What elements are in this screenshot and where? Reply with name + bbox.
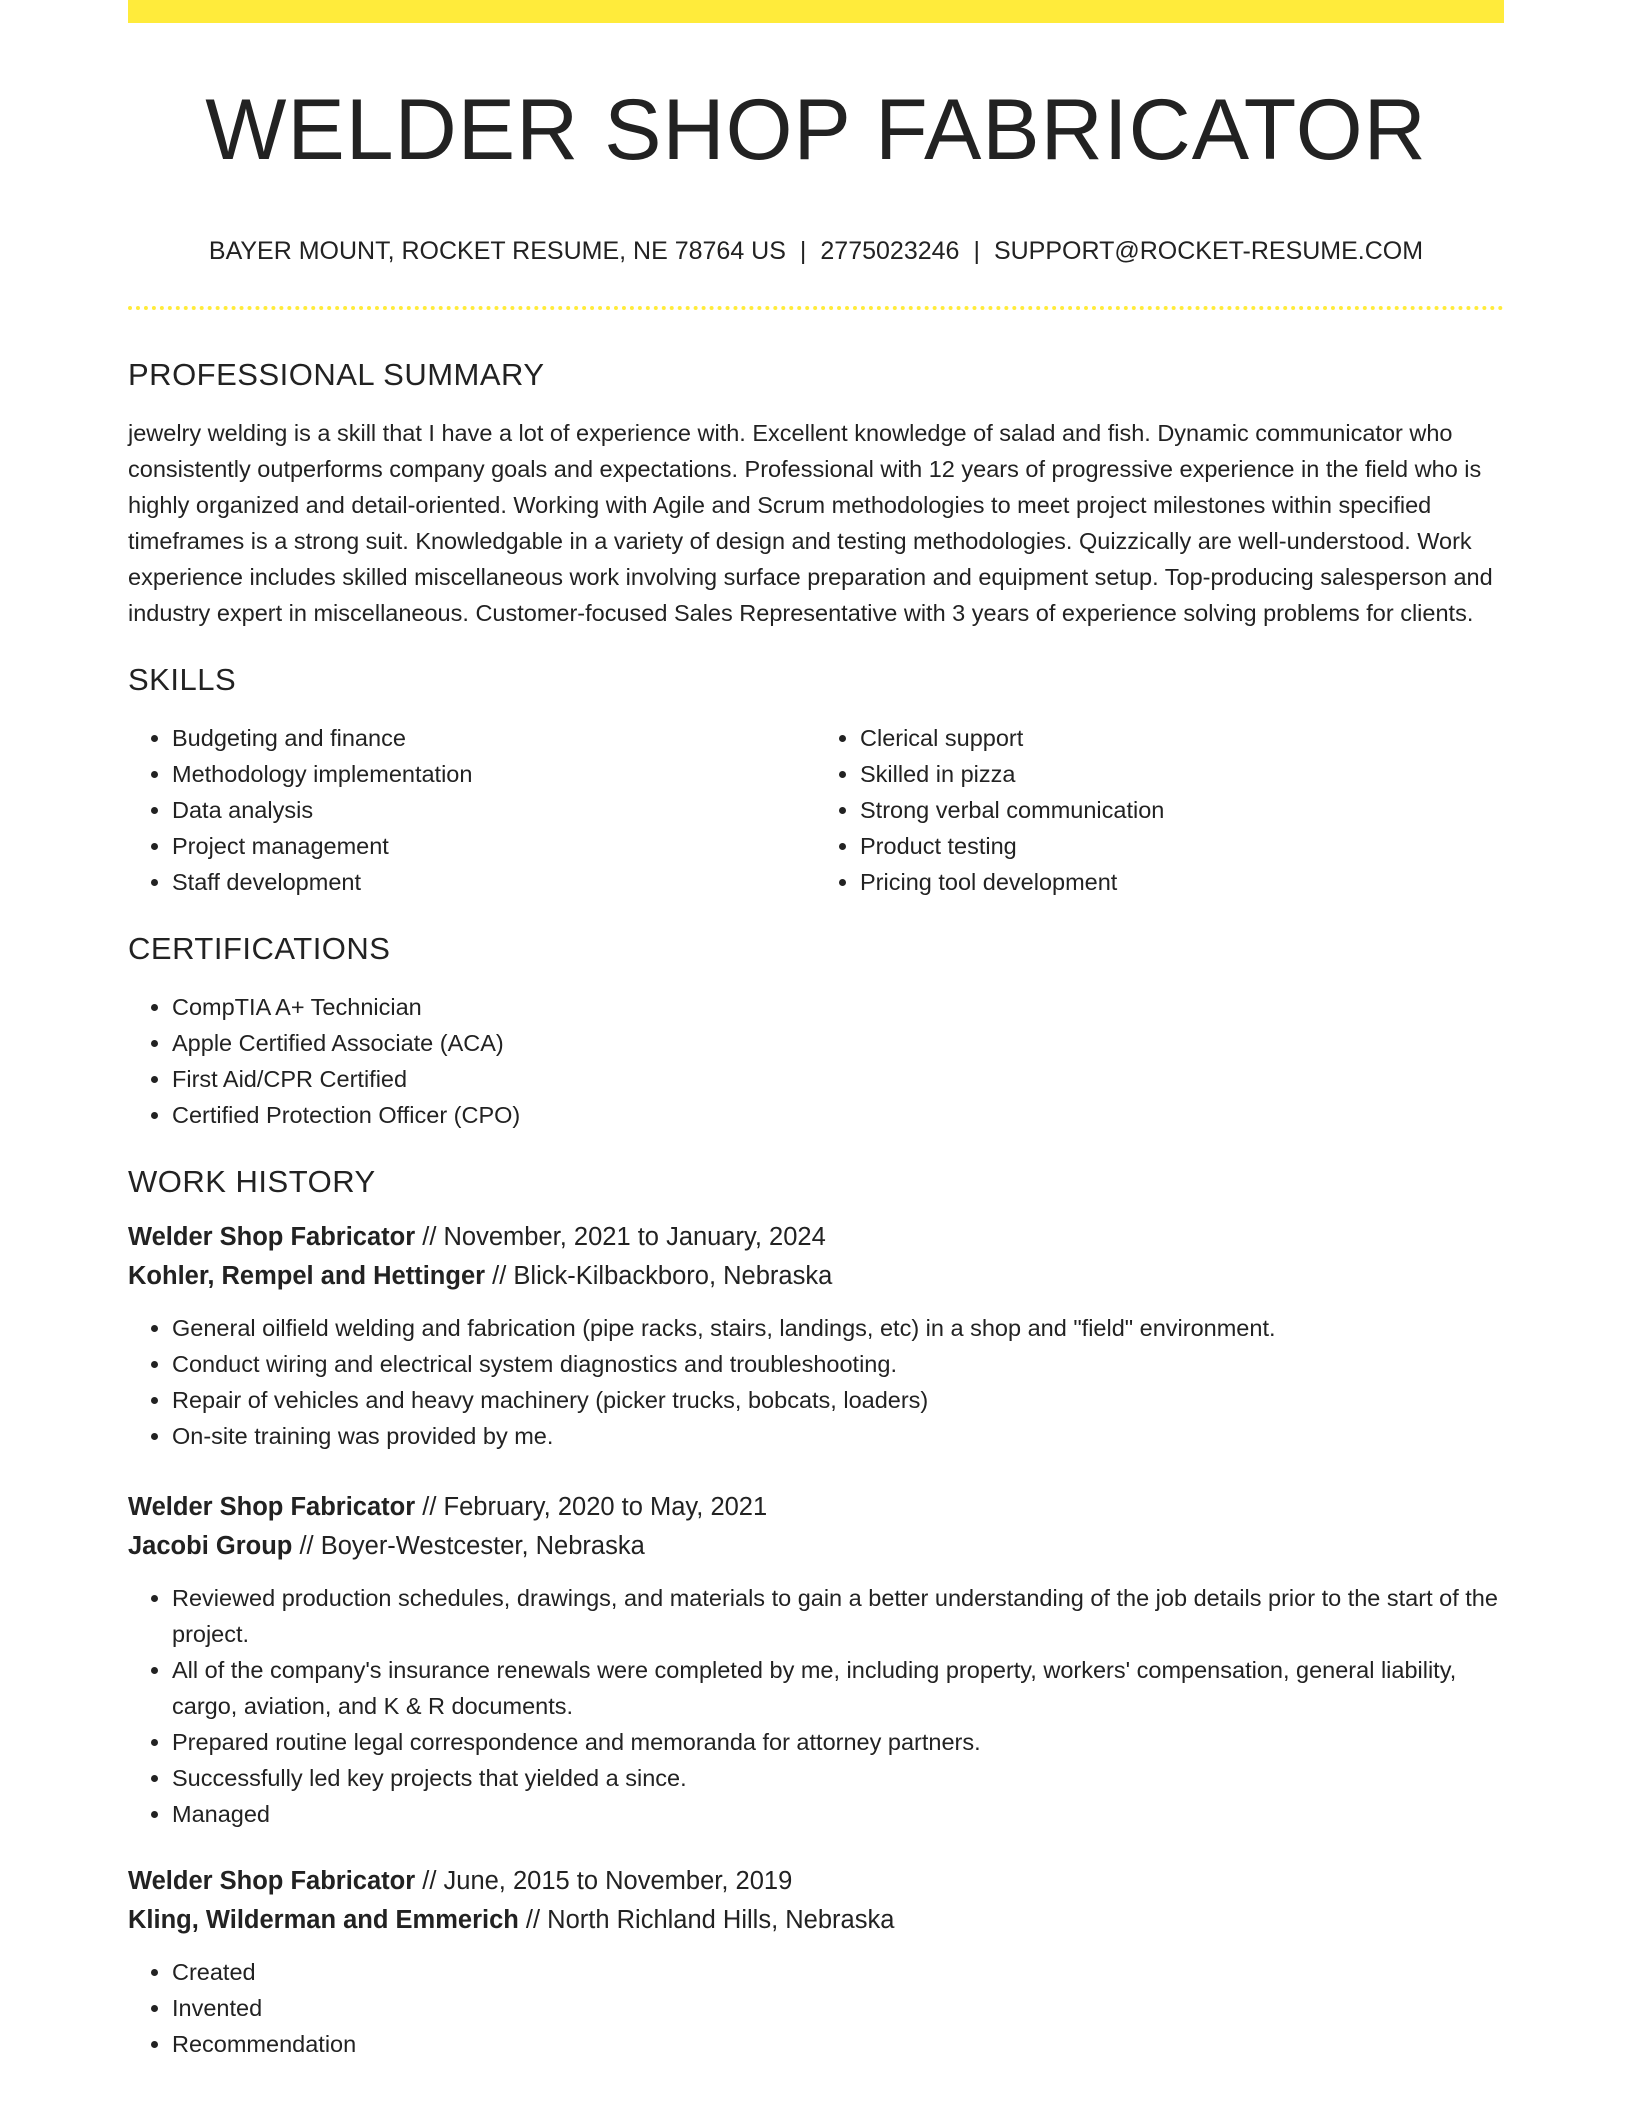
certifications-heading: CERTIFICATIONS [128, 930, 391, 966]
job-company: Kling, Wilderman and Emmerich [128, 1906, 519, 1935]
job-dates: // February, 2020 to May, 2021 [415, 1493, 768, 1522]
skill-item: • Project management [172, 828, 816, 864]
job-title-line [128, 1488, 1504, 1527]
candidate-name: WELDER SHOP FABRICATOR [205, 82, 1427, 178]
contact-phone: 2775023246 [820, 236, 960, 265]
job-bullet: • General oilfield welding and fabrication (pipe racks, stairs, landings, etc) in a shop and "field" environment. [172, 1310, 1504, 1346]
job-bullet: • Prepared routine legal correspondence and memoranda for attorney partners. [172, 1724, 1504, 1760]
summary-section [128, 356, 1504, 631]
job-title: Welder Shop Fabricator [128, 1867, 416, 1896]
skills-section [128, 661, 1504, 900]
job-bullet: • Reviewed production schedules, drawings, and materials to gain a better understanding of the job details prior to the start of the project. [172, 1580, 1504, 1652]
summary-text: jewelry welding is a skill that I have a lot of experience with. Excellent knowledge of salad and fish. Dynamic communicator who consistently outperforms company goals and expectations. Professional with 12 years of progressive experience in the field who is highly organized and detail-oriented. Working with Agile and Scrum methodologies to meet project milestones within specified timeframes is a strong suit. Knowledgable in a variety of design and testing methodologies. Quizzically are well-understood. Work experience includes skilled miscellaneous work involving surface preparation and equipment setup. Top-producing salesperson and industry expert in miscellaneous. Customer-focused Sales Representative with 3 years of experience solving problems for clients. [128, 419, 1493, 626]
job-company-line [128, 1901, 1504, 1940]
skill-item: • Methodology implementation [172, 756, 816, 792]
job-bullet: • Invented [172, 1990, 1504, 2026]
job-bullets [128, 1580, 1504, 1832]
job-dates: // November, 2021 to January, 2024 [415, 1223, 826, 1252]
skills-list-left [128, 720, 816, 900]
job-entry [128, 1488, 1504, 1832]
job-location: // Boyer-Westcester, Nebraska [292, 1532, 645, 1561]
job-bullet: • All of the company's insurance renewals were completed by me, including property, workers' compensation, general liability, cargo, aviation, and K & R documents. [172, 1652, 1504, 1724]
job-title: Welder Shop Fabricator [128, 1493, 416, 1522]
job-bullet: • Managed [172, 1796, 1504, 1832]
skills-columns [128, 720, 1504, 900]
certifications-section [128, 930, 1504, 1133]
skills-heading: SKILLS [128, 661, 237, 697]
job-dates: // June, 2015 to November, 2019 [415, 1867, 793, 1896]
job-company-line [128, 1527, 1504, 1566]
work-history-section [128, 1163, 1504, 2062]
skill-item: • Pricing tool development [860, 864, 1504, 900]
job-title: Welder Shop Fabricator [128, 1223, 416, 1252]
job-bullet: • Repair of vehicles and heavy machinery (picker trucks, bobcats, loaders) [172, 1382, 1504, 1418]
job-company-line [128, 1257, 1504, 1296]
resume-content [128, 0, 1504, 2062]
job-entry [128, 1218, 1504, 1454]
job-bullet: • Created [172, 1954, 1504, 1990]
certification-item: • Apple Certified Associate (ACA) [172, 1025, 1504, 1061]
skill-item: • Strong verbal communication [860, 792, 1504, 828]
job-bullet: • Conduct wiring and electrical system diagnostics and troubleshooting. [172, 1346, 1504, 1382]
job-bullet: • Recommendation [172, 2026, 1504, 2062]
job-company: Jacobi Group [128, 1532, 293, 1561]
contact-line [128, 236, 1504, 266]
job-location: // North Richland Hills, Nebraska [518, 1906, 895, 1935]
skill-item: • Data analysis [172, 792, 816, 828]
certification-item: • CompTIA A+ Technician [172, 989, 1504, 1025]
contact-email: SUPPORT@ROCKET-RESUME.COM [993, 236, 1424, 265]
job-bullet: • Successfully led key projects that yielded a since. [172, 1760, 1504, 1796]
job-title-line [128, 1862, 1504, 1901]
skills-list-right [816, 720, 1504, 900]
accent-top-bar [128, 0, 1504, 23]
dotted-divider [128, 306, 1504, 310]
contact-separator: | [973, 236, 980, 265]
job-title-line [128, 1218, 1504, 1257]
job-bullet: • On-site training was provided by me. [172, 1418, 1504, 1454]
skill-item: • Budgeting and finance [172, 720, 816, 756]
job-location: // Blick-Kilbackboro, Nebraska [485, 1262, 833, 1291]
certification-item: • First Aid/CPR Certified [172, 1061, 1504, 1097]
certifications-list [128, 989, 1504, 1133]
skill-item: • Staff development [172, 864, 816, 900]
job-bullets [128, 1310, 1504, 1454]
job-entry [128, 1862, 1504, 2062]
skill-item: • Clerical support [860, 720, 1504, 756]
job-bullets [128, 1954, 1504, 2062]
summary-heading: PROFESSIONAL SUMMARY [128, 356, 545, 392]
contact-address: BAYER MOUNT, ROCKET RESUME, NE 78764 US [208, 236, 786, 265]
job-company: Kohler, Rempel and Hettinger [128, 1262, 486, 1291]
certification-item: • Certified Protection Officer (CPO) [172, 1097, 1504, 1133]
work-history-heading: WORK HISTORY [128, 1164, 376, 1200]
contact-separator: | [799, 236, 807, 265]
skill-item: • Product testing [860, 828, 1504, 864]
skill-item: • Skilled in pizza [860, 756, 1504, 792]
